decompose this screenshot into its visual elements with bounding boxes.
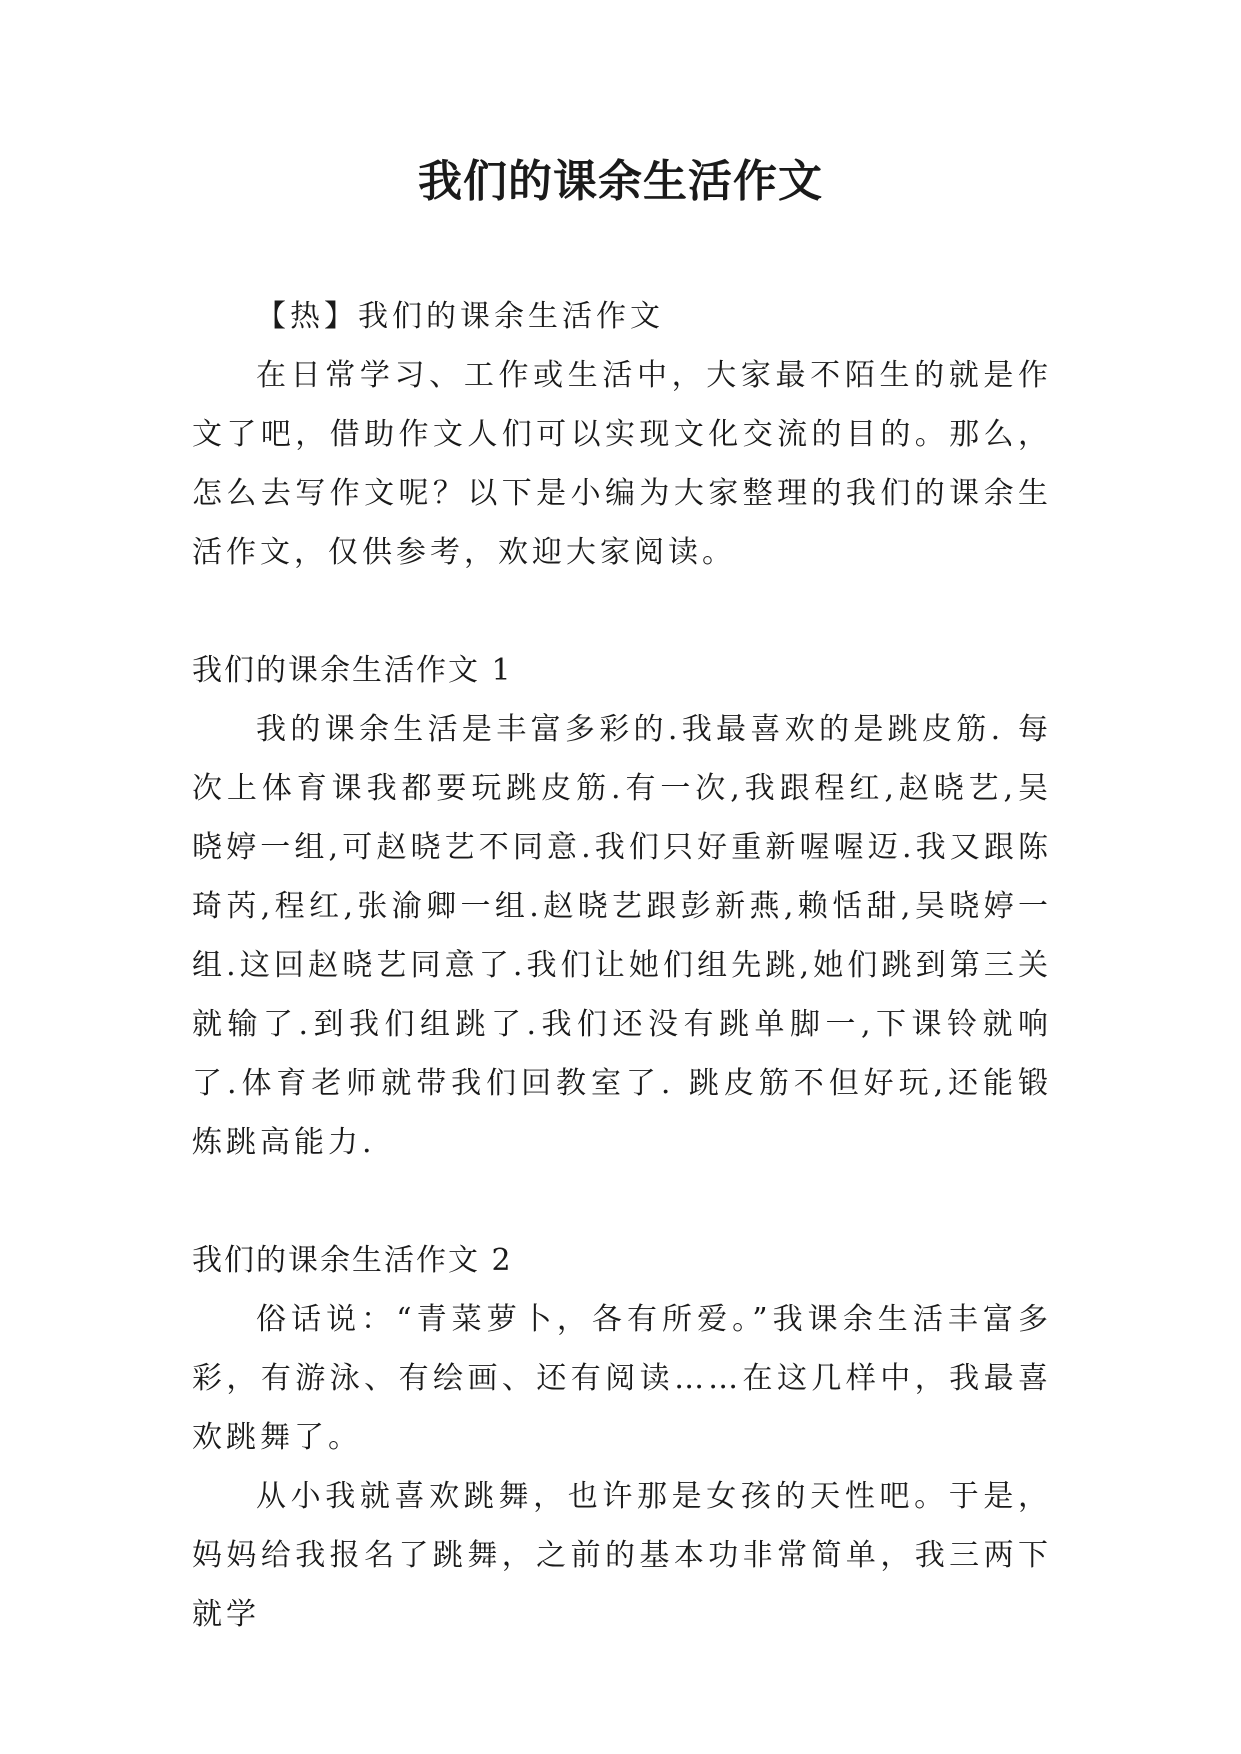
section-2-heading: 我们的课余生活作文 2 xyxy=(192,1243,513,1278)
intro-heading: 【热】我们的课余生活作文 xyxy=(256,299,664,334)
intro-paragraph: 在日常学习、工作或生活中，大家最不陌生的就是作文了吧，借助作文人们可以实现文化交流的目的。那么，怎么去写作文呢？以下是小编为大家整理的我们的课余生活作文，仅供参考，欢迎大家阅读。 xyxy=(192,358,1052,570)
section-2-paragraph-1: 俗话说：“青菜萝卜，各有所爱。”我课余生活丰富多彩，有游泳、有绘画、还有阅读……在这几样中，我最喜欢跳舞了。 xyxy=(192,1302,1052,1455)
document-body xyxy=(192,287,1052,1644)
section-2-paragraph-2: 从小我就喜欢跳舞，也许那是女孩的天性吧。于是，妈妈给我报名了跳舞，之前的基本功非常简单，我三两下就学 xyxy=(192,1479,1052,1632)
section-1-heading: 我们的课余生活作文 1 xyxy=(192,653,513,688)
section-1-paragraph-1: 我的课余生活是丰富多彩的.我最喜欢的是跳皮筋. 每次上体育课我都要玩跳皮筋.有一次,我跟程红,赵晓艺,吴晓婷一组,可赵晓艺不同意.我们只好重新喔喔迈.我又跟陈琦芮,程红,张渝卿一组.赵晓艺跟彭新燕,赖恬甜,吴晓婷一组.这回赵晓艺同意了.我们让她们组先跳,她们跳到第三关就输了.到我们组跳了.我们还没有跳单脚一,下课铃就响了.体育老师就带我们回教室了. 跳皮筋不但好玩,还能锻炼跳高能力. xyxy=(192,712,1052,1160)
document-title: 我们的课余生活作文 xyxy=(418,156,823,207)
